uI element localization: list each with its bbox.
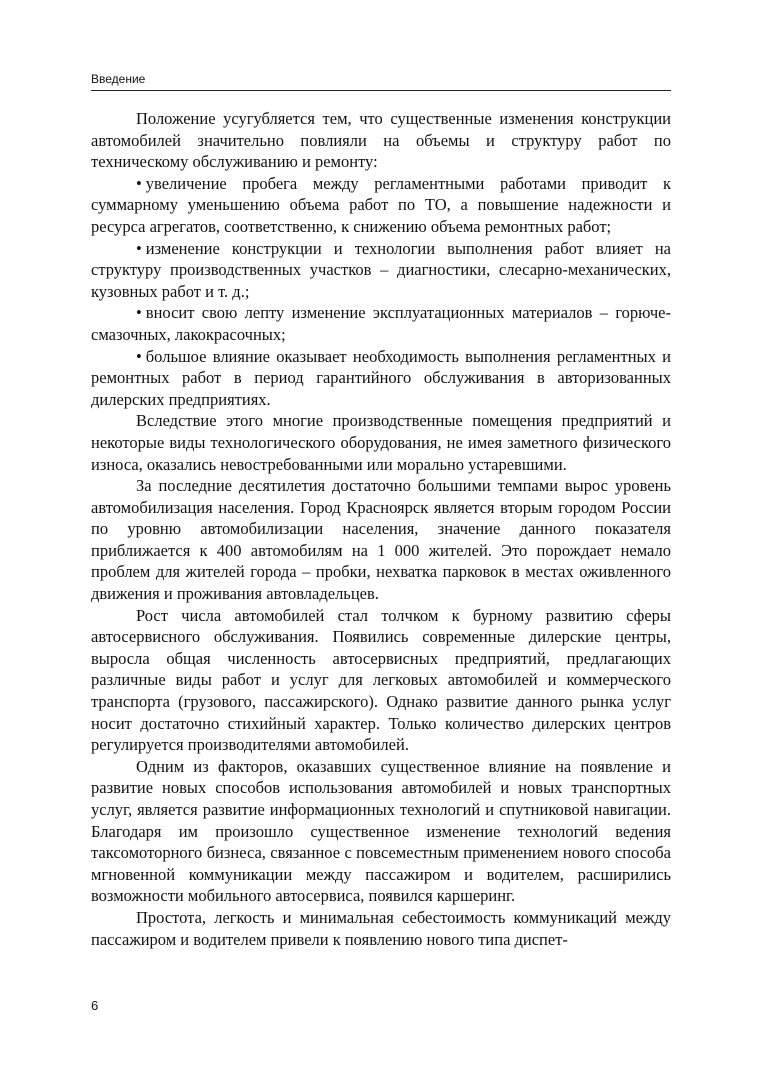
paragraph: Простота, легкость и минимальная себестоимость коммуникаций между пассажиром и водителем привели к появлению нового типа диспет- — [91, 907, 671, 949]
bullet-item: • увеличение пробега между регламентными работами приводит к суммарному уменьшению объема работ по ТО, а повышение надежности и ресурса агрегатов, соответственно, к снижению объема ремонтных работ; — [91, 173, 671, 238]
bullet-item: • вносит свою лепту изменение эксплуатационных материалов – горюче-смазочных, лакокрасочных; — [91, 302, 671, 345]
header-divider — [91, 90, 671, 91]
bullet-item: • изменение конструкции и технологии выполнения работ влияет на структуру производственных участков – диагностики, слесарно-механических, кузовных работ и т. д.; — [91, 238, 671, 303]
paragraph: За последние десятилетия достаточно большими темпами вырос уровень автомобилизация населения. Город Красноярск является вторым городом России по уровню автомобилизации населения, значение данного показателя приближается к 400 автомобилям на 1 000 жителей. Это порождает немало проблем для жителей города – пробки, нехватка парковок в местах оживленного движения и проживания автовладельцев. — [91, 476, 671, 604]
paragraph: Вследствие этого многие производственные помещения предприятий и некоторые виды технологического оборудования, не имея заметного физического износа, оказались невостребованными или морально устаревшими. — [91, 411, 671, 474]
paragraph: Положение усугубляется тем, что существенные изменения конструкции автомобилей значительно повлияли на объемы и структуру работ по техническому обслуживанию и ремонту: — [91, 109, 671, 172]
body-text — [91, 108, 671, 950]
paragraph: Рост числа автомобилей стал толчком к бурному развитию сферы автосервисного обслуживания. Появились современные дилерские центры, выросла общая численность автосервисных предприятий, предлагающих различные виды работ и услуг для легковых автомобилей и коммерческого транспорта (грузового, пассажирского). Однако развитие данного рынка услуг носит достаточно стихийный характер. Только количество дилерских центров регулируется производителями автомобилей. — [91, 605, 671, 755]
page-number: 6 — [91, 998, 99, 1013]
bullet-item: • большое влияние оказывает необходимость выполнения регламентных и ремонтных работ в период гарантийного обслуживания в авторизованных дилерских предприятиях. — [91, 346, 671, 411]
running-header: Введение — [91, 72, 146, 86]
paragraph: Одним из факторов, оказавших существенное влияние на появление и развитие новых способов использования автомобилей и новых транспортных услуг, является развитие информационных технологий и спутниковой навигации. Благодаря им произошло существенное изменение технологий ведения таксомоторного бизнеса, связанное с повсеместным применением нового способа мгновенной коммуникации между пассажиром и водителем, расширились возможности мобильного автосервиса, появился каршеринг. — [91, 756, 671, 906]
